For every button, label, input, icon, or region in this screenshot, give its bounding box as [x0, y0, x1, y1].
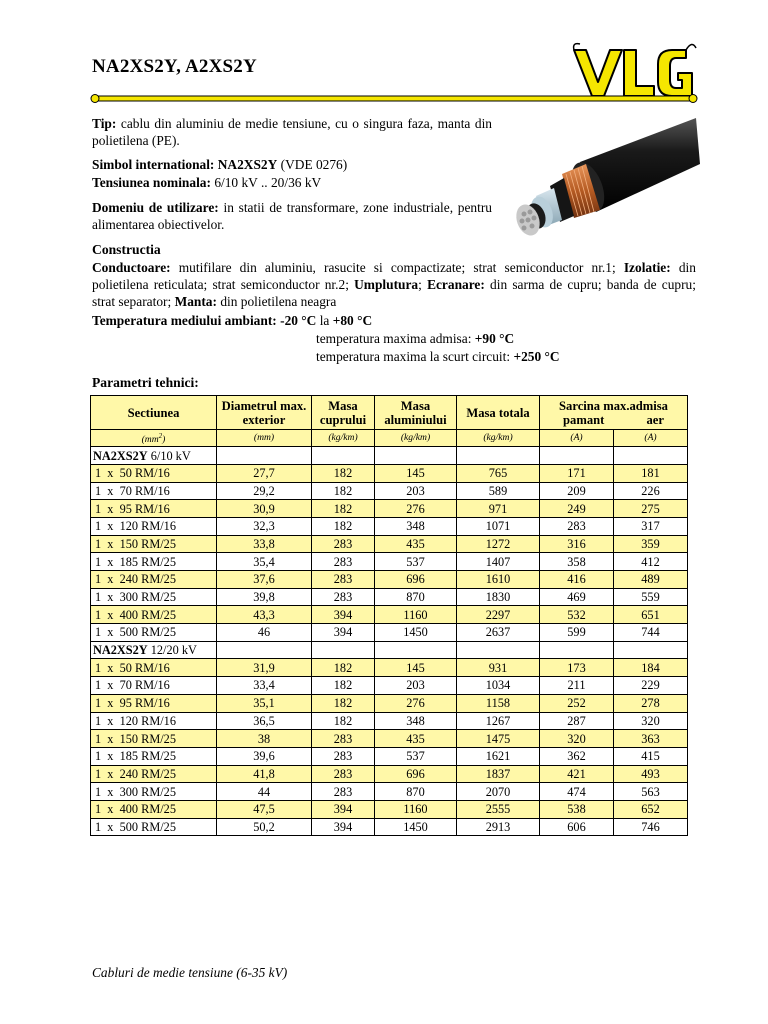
header-masa-cupru: Masa cuprului — [312, 396, 375, 430]
table-row — [91, 624, 688, 642]
cell-cu: 394 — [312, 800, 375, 818]
cell-cu: 283 — [312, 765, 375, 783]
temperature-line — [92, 312, 696, 329]
cell-pamant: 171 — [540, 464, 614, 482]
table-row — [91, 747, 688, 765]
table-row — [91, 517, 688, 535]
temp-admisa-value: +90 °C — [474, 331, 515, 346]
ecranare-text: din sarma de cupru; banda de cupru; strat separator; — [92, 277, 696, 309]
unit-masa-cupru: (kg/km) — [312, 430, 375, 447]
cell-diam: 41,8 — [217, 765, 312, 783]
cell-cu: 182 — [312, 677, 375, 695]
umplutura-sep: ; — [418, 277, 422, 292]
cell-aer: 744 — [614, 624, 688, 642]
cell-diam: 35,4 — [217, 553, 312, 571]
cell-al: 1160 — [375, 606, 457, 624]
cell-total: 765 — [457, 464, 540, 482]
temp-scurt-label: temperatura maxima la scurt circuit: — [316, 349, 511, 364]
simbol-std: (VDE 0276) — [280, 157, 348, 172]
cell-diam: 33,4 — [217, 677, 312, 695]
cell-al: 870 — [375, 783, 457, 801]
cell-aer: 746 — [614, 818, 688, 836]
cell-diam: 38 — [217, 730, 312, 748]
cell-al: 537 — [375, 553, 457, 571]
header-pamant: pamant — [563, 412, 605, 427]
cell-diam: 39,6 — [217, 747, 312, 765]
cell-diam: 46 — [217, 624, 312, 642]
cell-aer: 229 — [614, 677, 688, 695]
manta-text: din polietilena neagra — [220, 294, 337, 309]
cell-sectiunea: 1 x 500 RM/25 — [91, 818, 217, 836]
table-group-row — [91, 447, 688, 465]
domeniu-text: in statii de transformare, zone industriale, pentru alimentarea obiectivelor. — [92, 200, 492, 232]
cell-aer: 489 — [614, 571, 688, 589]
table-row — [91, 553, 688, 571]
cell-sectiunea: 1 x 50 RM/16 — [91, 464, 217, 482]
cell-pamant: 173 — [540, 659, 614, 677]
cell-aer: 226 — [614, 482, 688, 500]
cell-aer: 651 — [614, 606, 688, 624]
cell-al: 203 — [375, 677, 457, 695]
cell-sectiunea: 1 x 70 RM/16 — [91, 482, 217, 500]
cell-al: 203 — [375, 482, 457, 500]
cell-total: 2555 — [457, 800, 540, 818]
cell-total: 971 — [457, 500, 540, 518]
table-group-row — [91, 641, 688, 659]
cell-sectiunea: 1 x 185 RM/25 — [91, 747, 217, 765]
cell-pamant: 209 — [540, 482, 614, 500]
cell-cu: 394 — [312, 818, 375, 836]
cell-cu: 394 — [312, 606, 375, 624]
cell-pamant: 421 — [540, 765, 614, 783]
cell-total: 1407 — [457, 553, 540, 571]
cell-cu: 394 — [312, 624, 375, 642]
tensiune-label: Tensiunea nominala: — [92, 175, 211, 190]
cell-total: 1034 — [457, 677, 540, 695]
cell-diam: 32,3 — [217, 517, 312, 535]
tensiune-line — [92, 174, 492, 191]
cell-cu: 182 — [312, 482, 375, 500]
table-row — [91, 535, 688, 553]
header-aer: aer — [646, 412, 664, 427]
izolatie-text: din polietilena reticulata; strat semiconductor nr.2; — [92, 260, 696, 292]
cell-cu: 182 — [312, 517, 375, 535]
cell-al: 1160 — [375, 800, 457, 818]
domeniu-paragraph — [92, 199, 492, 233]
cell-aer: 559 — [614, 588, 688, 606]
cell-pamant: 283 — [540, 517, 614, 535]
header-masa-aluminiu: Masa aluminiului — [375, 396, 457, 430]
cell-al: 348 — [375, 517, 457, 535]
cell-sectiunea: 1 x 185 RM/25 — [91, 553, 217, 571]
cell-pamant: 358 — [540, 553, 614, 571]
header-sectiunea: Sectiunea — [91, 396, 217, 430]
table-row — [91, 606, 688, 624]
cell-sectiunea: 1 x 400 RM/25 — [91, 606, 217, 624]
temp-admisa-label: temperatura maxima admisa: — [316, 331, 472, 346]
group-empty-cell — [217, 641, 312, 659]
cell-diam: 27,7 — [217, 464, 312, 482]
cell-sectiunea: 1 x 95 RM/16 — [91, 694, 217, 712]
page-footer: Cabluri de medie tensiune (6-35 kV) — [92, 965, 288, 980]
header-sarcina-title: Sarcina max.admisa — [559, 398, 668, 413]
unit-masa-totala: (kg/km) — [457, 430, 540, 447]
cell-pamant: 416 — [540, 571, 614, 589]
cell-sectiunea: 1 x 150 RM/25 — [91, 730, 217, 748]
cell-cu: 182 — [312, 712, 375, 730]
cell-aer: 278 — [614, 694, 688, 712]
cell-cu: 182 — [312, 694, 375, 712]
cell-total: 2637 — [457, 624, 540, 642]
unit-sectiunea: $(mm^2)$ — [91, 430, 217, 447]
tip-text: cablu din aluminiu de medie tensiune, cu o singura faza, manta din polietilena (PE). — [92, 116, 492, 148]
cell-diam: 47,5 — [217, 800, 312, 818]
table-row — [91, 659, 688, 677]
cell-aer: 563 — [614, 783, 688, 801]
cell-total: 1071 — [457, 517, 540, 535]
parameters-table — [90, 395, 688, 836]
cell-sectiunea: 1 x 120 RM/16 — [91, 517, 217, 535]
cell-aer: 493 — [614, 765, 688, 783]
cell-pamant: 599 — [540, 624, 614, 642]
group-empty-cell — [375, 641, 457, 659]
cell-total: 2297 — [457, 606, 540, 624]
cell-total: 1158 — [457, 694, 540, 712]
simbol-label: Simbol international: — [92, 157, 215, 172]
cell-diam: 36,5 — [217, 712, 312, 730]
cell-cu: 283 — [312, 553, 375, 571]
table-row — [91, 765, 688, 783]
group-empty-cell — [540, 641, 614, 659]
group-empty-cell — [614, 641, 688, 659]
cell-al: 696 — [375, 765, 457, 783]
tensiune-value: 6/10 kV .. 20/36 kV — [214, 175, 322, 190]
cell-total: 1830 — [457, 588, 540, 606]
cell-diam: 43,3 — [217, 606, 312, 624]
cell-al: 276 — [375, 500, 457, 518]
simbol-line — [92, 156, 492, 173]
cell-sectiunea: 1 x 150 RM/25 — [91, 535, 217, 553]
cell-sectiunea: 1 x 240 RM/25 — [91, 571, 217, 589]
cell-total: 1475 — [457, 730, 540, 748]
cell-cu: 283 — [312, 783, 375, 801]
cell-diam: 35,1 — [217, 694, 312, 712]
cell-pamant: 316 — [540, 535, 614, 553]
cell-diam: 33,8 — [217, 535, 312, 553]
cell-aer: 184 — [614, 659, 688, 677]
cell-al: 435 — [375, 535, 457, 553]
cell-sectiunea: 1 x 500 RM/25 — [91, 624, 217, 642]
header-masa-totala: Masa totala — [457, 396, 540, 430]
table-row — [91, 783, 688, 801]
cell-al: 145 — [375, 464, 457, 482]
units-row — [91, 430, 688, 447]
table-row — [91, 482, 688, 500]
cell-al: 435 — [375, 730, 457, 748]
cell-total: 2070 — [457, 783, 540, 801]
temp-la: la — [319, 313, 330, 328]
umplutura-label: Umplutura — [354, 277, 419, 292]
cell-sectiunea: 1 x 400 RM/25 — [91, 800, 217, 818]
cell-sectiunea: 1 x 240 RM/25 — [91, 765, 217, 783]
construction-paragraph — [92, 259, 696, 310]
cell-pamant: 252 — [540, 694, 614, 712]
table-header-row — [91, 396, 688, 430]
group-empty-cell — [217, 447, 312, 465]
group-empty-cell — [457, 641, 540, 659]
cell-pamant: 532 — [540, 606, 614, 624]
cell-pamant: 211 — [540, 677, 614, 695]
cell-total: 1272 — [457, 535, 540, 553]
unit-pamant: (A) — [540, 430, 614, 447]
cell-aer: 412 — [614, 553, 688, 571]
cell-total: 1267 — [457, 712, 540, 730]
cell-cu: 283 — [312, 730, 375, 748]
temp-admisa-line — [316, 330, 514, 348]
tip-label: Tip: — [92, 116, 117, 131]
cell-total: 1837 — [457, 765, 540, 783]
cell-sectiunea: 1 x 70 RM/16 — [91, 677, 217, 695]
header-rule — [90, 92, 698, 106]
domeniu-label: Domeniu de utilizare: — [92, 200, 219, 215]
cell-diam: 50,2 — [217, 818, 312, 836]
cell-diam: 29,2 — [217, 482, 312, 500]
group-empty-cell — [312, 447, 375, 465]
table-row — [91, 730, 688, 748]
params-heading: Parametri tehnici: — [92, 375, 199, 390]
cell-aer: 181 — [614, 464, 688, 482]
page-title: NA2XS2Y, A2XS2Y — [92, 56, 257, 77]
cell-pamant: 474 — [540, 783, 614, 801]
table-row — [91, 677, 688, 695]
group-empty-cell — [457, 447, 540, 465]
cell-pamant: 606 — [540, 818, 614, 836]
cell-al: 1450 — [375, 818, 457, 836]
tip-paragraph — [92, 115, 492, 149]
table-row — [91, 712, 688, 730]
cell-cu: 283 — [312, 535, 375, 553]
temp-max: +80 °C — [332, 313, 373, 328]
cell-pamant: 538 — [540, 800, 614, 818]
cell-cu: 182 — [312, 500, 375, 518]
group-empty-cell — [540, 447, 614, 465]
group-label: NA2XS2Y 6/10 kV — [91, 447, 217, 465]
cell-cu: 182 — [312, 659, 375, 677]
cell-cu: 182 — [312, 464, 375, 482]
cell-sectiunea: 1 x 300 RM/25 — [91, 588, 217, 606]
cell-diam: 44 — [217, 783, 312, 801]
temp-scurt-value: +250 °C — [513, 349, 560, 364]
cell-total: 1610 — [457, 571, 540, 589]
cell-sectiunea: 1 x 120 RM/16 — [91, 712, 217, 730]
cell-al: 870 — [375, 588, 457, 606]
cell-aer: 415 — [614, 747, 688, 765]
cell-diam: 37,6 — [217, 571, 312, 589]
cell-diam: 30,9 — [217, 500, 312, 518]
cell-diam: 31,9 — [217, 659, 312, 677]
cell-al: 348 — [375, 712, 457, 730]
conductoare-text: mutifilare din aluminiu, rasucite si compactizate; strat semiconductor nr.1; — [178, 260, 616, 275]
cell-al: 1450 — [375, 624, 457, 642]
temp-min: -20 °C — [280, 313, 317, 328]
cell-sectiunea: 1 x 300 RM/25 — [91, 783, 217, 801]
cell-al: 276 — [375, 694, 457, 712]
unit-aer: (A) — [614, 430, 688, 447]
cell-total: 1621 — [457, 747, 540, 765]
table-row — [91, 464, 688, 482]
table-row — [91, 800, 688, 818]
group-label: NA2XS2Y 12/20 kV — [91, 641, 217, 659]
cell-aer: 359 — [614, 535, 688, 553]
group-empty-cell — [375, 447, 457, 465]
header-diametrul: Diametrul max. exterior — [217, 396, 312, 430]
group-empty-cell — [312, 641, 375, 659]
table-row — [91, 818, 688, 836]
cell-aer: 317 — [614, 517, 688, 535]
cell-pamant: 362 — [540, 747, 614, 765]
cell-pamant: 320 — [540, 730, 614, 748]
cell-pamant: 287 — [540, 712, 614, 730]
cell-cu: 283 — [312, 571, 375, 589]
temp-label: Temperatura mediului ambiant: — [92, 313, 277, 328]
conductoare-label: Conductoare: — [92, 260, 171, 275]
unit-masa-aluminiu: (kg/km) — [375, 430, 457, 447]
construction-heading: Constructia — [92, 242, 161, 257]
cell-aer: 363 — [614, 730, 688, 748]
table-row — [91, 588, 688, 606]
table-row — [91, 571, 688, 589]
header-sarcina — [540, 396, 688, 430]
table-row — [91, 694, 688, 712]
simbol-value: NA2XS2Y — [217, 157, 278, 172]
cell-aer: 275 — [614, 500, 688, 518]
manta-label: Manta: — [174, 294, 217, 309]
cell-pamant: 249 — [540, 500, 614, 518]
cable-image — [510, 112, 700, 252]
cell-diam: 39,8 — [217, 588, 312, 606]
cell-total: 589 — [457, 482, 540, 500]
cell-al: 537 — [375, 747, 457, 765]
table-row — [91, 500, 688, 518]
temp-scurt-line — [316, 348, 560, 366]
cell-sectiunea: 1 x 95 RM/16 — [91, 500, 217, 518]
cell-al: 145 — [375, 659, 457, 677]
cell-aer: 652 — [614, 800, 688, 818]
cell-al: 696 — [375, 571, 457, 589]
cell-total: 931 — [457, 659, 540, 677]
group-empty-cell — [614, 447, 688, 465]
cell-total: 2913 — [457, 818, 540, 836]
unit-diametrul: (mm) — [217, 430, 312, 447]
ecranare-label: Ecranare: — [427, 277, 485, 292]
cell-cu: 283 — [312, 747, 375, 765]
cell-pamant: 469 — [540, 588, 614, 606]
izolatie-label: Izolatie: — [623, 260, 671, 275]
cell-sectiunea: 1 x 50 RM/16 — [91, 659, 217, 677]
cell-aer: 320 — [614, 712, 688, 730]
cell-cu: 283 — [312, 588, 375, 606]
